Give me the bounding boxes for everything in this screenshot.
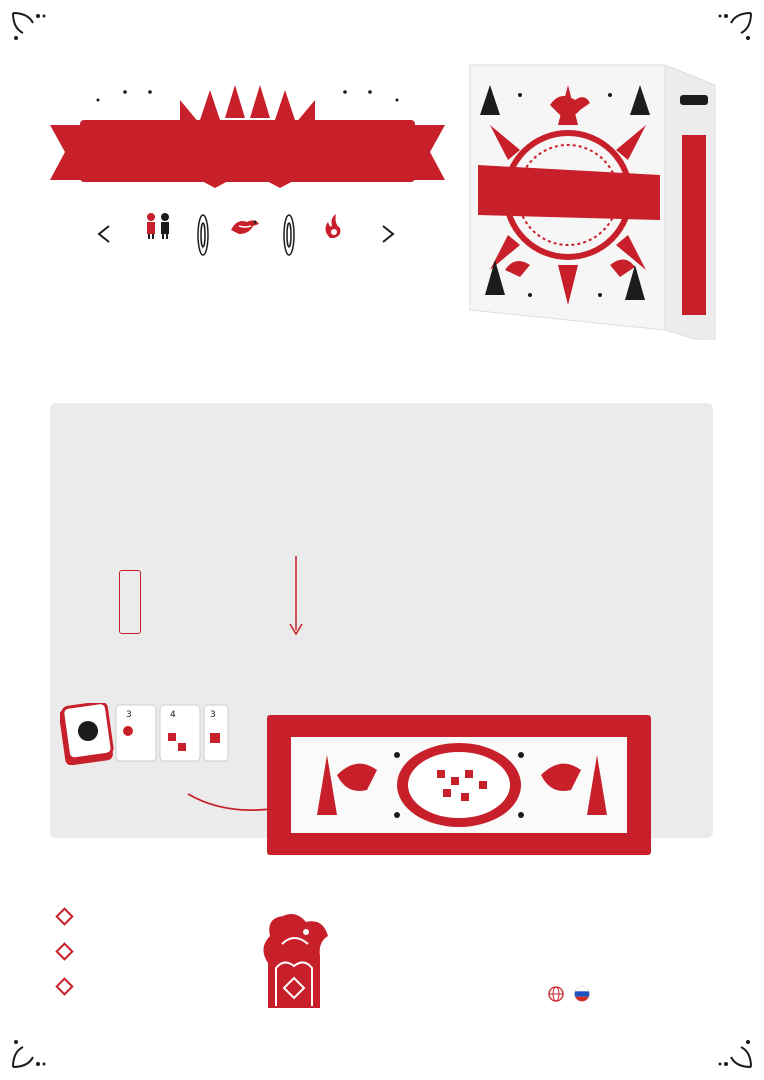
time-icon — [312, 212, 352, 240]
active-player-miniature-image — [248, 908, 338, 1018]
stat-players — [113, 212, 203, 244]
stats-right-ornament — [381, 224, 395, 244]
game-box-image — [460, 55, 725, 340]
selected-group-outline — [119, 570, 141, 634]
stats-left-ornament — [97, 224, 111, 244]
svg-text:3: 3 — [126, 710, 132, 720]
svg-text:3: 3 — [210, 710, 216, 720]
mezen-logo-banner — [50, 80, 445, 190]
slide-down-arrow — [289, 556, 303, 636]
stat-age — [200, 212, 290, 244]
corner-ornament-bottom-right — [706, 1032, 756, 1072]
globe-icon — [548, 986, 564, 1002]
corner-ornament-top-right — [706, 8, 756, 48]
corner-ornament-top-left — [8, 8, 58, 48]
svg-text:4: 4 — [170, 710, 176, 720]
players-icon — [138, 212, 178, 240]
game-board-image — [267, 715, 651, 855]
rights-row — [543, 986, 590, 1002]
russia-flag-icon — [574, 986, 590, 1002]
corner-ornament-bottom-left — [8, 1032, 58, 1072]
age-bird-icon — [225, 212, 265, 240]
goal-cards-image — [60, 703, 230, 765]
stat-time — [287, 212, 377, 244]
